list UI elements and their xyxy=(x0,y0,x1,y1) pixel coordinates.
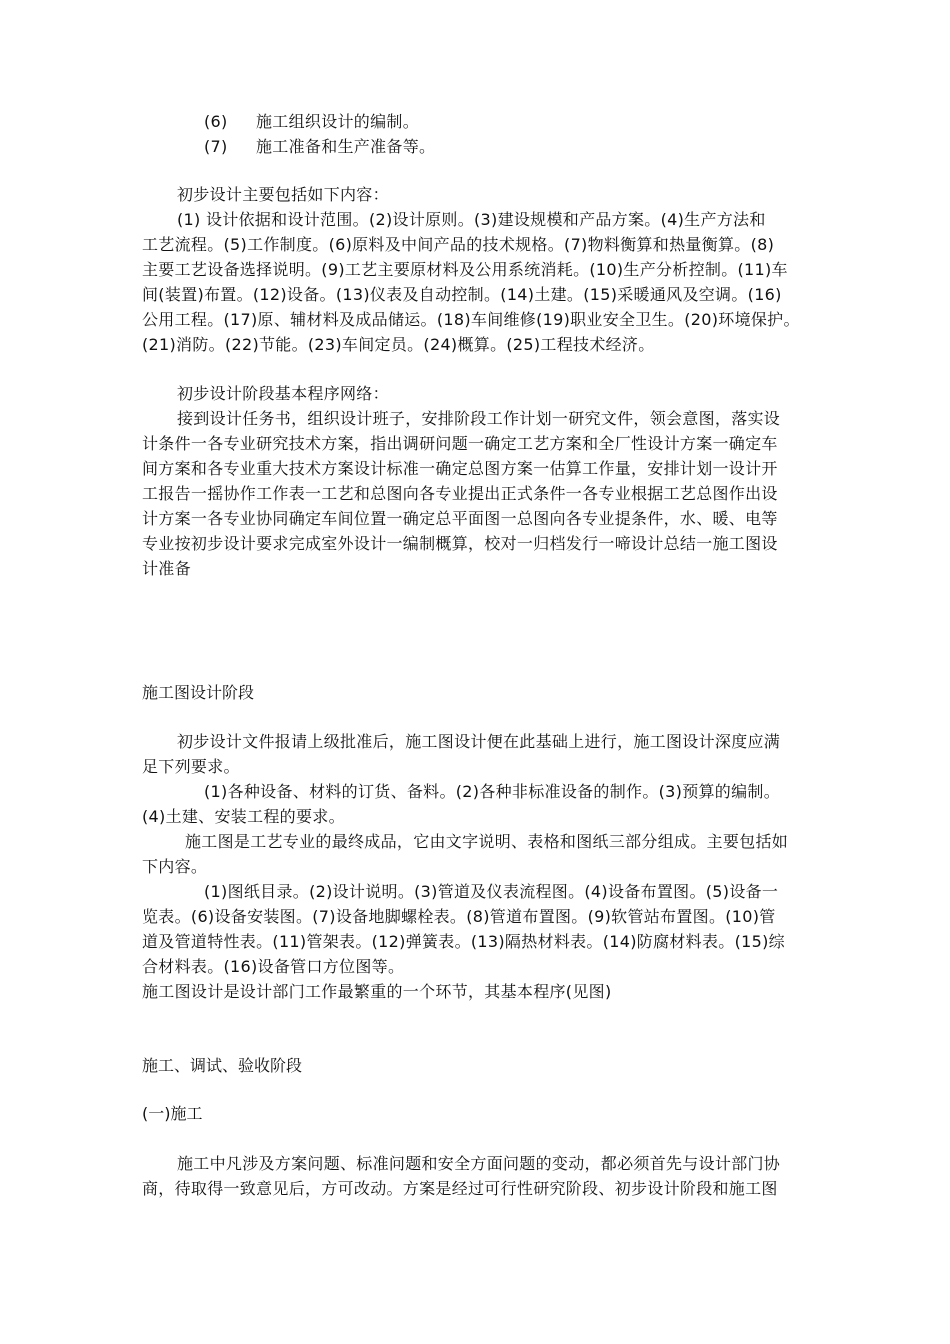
list-item-7 xyxy=(204,134,904,159)
paragraph-line: 施工中凡涉及方案问题、标准问题和安全方面问题的变动，都必须首先与设计部门协 xyxy=(177,1154,781,1173)
prelim-network-line: 专业按初步设计要求完成室外设计一编制概算，校对一归档发行一啼设计总结一施工图设 xyxy=(142,534,778,553)
paragraph-line: 合材料表。(16)设备管口方位图等。 xyxy=(142,957,405,976)
list-text: 施工组织设计的编制。 xyxy=(256,112,420,131)
list-number: (7) xyxy=(204,137,228,156)
prelim-design-line: (21)消防。(22)节能。(23)车间定员。(24)概算。(25)工程技术经济。 xyxy=(142,335,655,354)
paragraph-line: 览表。(6)设备安装图。(7)设备地脚螺栓表。(8)管道布置图。(9)软管站布置图。(10)管 xyxy=(142,907,776,926)
prelim-design-line: 工艺流程。(5)工作制度。(6)原料及中间产品的技术规格。(7)物料衡算和热量衡算。(8) xyxy=(142,235,775,254)
paragraph-line: (1)各种设备、材料的订货、备料。(2)各种非标准设备的制作。(3)预算的编制。 xyxy=(204,782,780,801)
paragraph-line: 施工图是工艺专业的最终成品，它由文字说明、表格和图纸三部分组成。主要包括如 xyxy=(185,832,789,851)
prelim-network-line: 计准备 xyxy=(142,559,191,578)
list-text: 施工准备和生产准备等。 xyxy=(256,137,436,156)
prelim-design-line: (1) 设计依据和设计范围。(2)设计原则。(3)建设规模和产品方案。(4)生产方法和 xyxy=(177,210,766,229)
subsection-heading: (一)施工 xyxy=(142,1104,203,1123)
paragraph-line: (4)土建、安装工程的要求。 xyxy=(142,807,345,826)
paragraph-line: 施工图设计是设计部门工作最繁重的一个环节，其基本程序(见图) xyxy=(142,982,612,1001)
prelim-network-line: 间方案和各专业重大技术方案设计标准一确定总图方案一估算工作量，安排计划一设计开 xyxy=(142,459,778,478)
prelim-network-line: 计方案一各专业协同确定车间位置一确定总平面图一总图向各专业提条件，水、暖、电等 xyxy=(142,509,778,528)
paragraph-line: 商，待取得一致意见后，方可改动。方案是经过可行性研究阶段、初步设计阶段和施工图 xyxy=(142,1179,778,1198)
paragraph-line: 下内容。 xyxy=(142,857,208,876)
list-item-6 xyxy=(204,109,904,134)
list-number: (6) xyxy=(204,112,228,131)
prelim-design-heading: 初步设计主要包括如下内容： xyxy=(177,185,389,204)
prelim-network-line: 接到设计任务书，组织设计班子，安排阶段工作计划一研究文件，领会意图，落实设 xyxy=(177,409,781,428)
section-heading: 施工、调试、验收阶段 xyxy=(142,1056,303,1075)
prelim-network-heading: 初步设计阶段基本程序网络： xyxy=(177,384,389,403)
prelim-design-line: 公用工程。(17)原、辅材料及成品储运。(18)车间维修(19)职业安全卫生。(20)环境保护。 xyxy=(142,310,800,329)
prelim-design-line: 间(装置)布置。(12)设备。(13)仪表及自动控制。(14)土建。(15)采暖通风及空调。(16) xyxy=(142,285,782,304)
section-heading: 施工图设计阶段 xyxy=(142,683,255,702)
prelim-network-line: 工报告一摇协作工作表一工艺和总图向各专业提出正式条件一各专业根据工艺总图作出设 xyxy=(142,484,778,503)
prelim-design-line: 主要工艺设备选择说明。(9)工艺主要原材料及公用系统消耗。(10)生产分析控制。(11)车 xyxy=(142,260,788,279)
paragraph-line: 足下列要求。 xyxy=(142,757,240,776)
paragraph-line: (1)图纸目录。(2)设计说明。(3)管道及仪表流程图。(4)设备布置图。(5)设备一 xyxy=(204,882,779,901)
prelim-network-line: 计条件一各专业研究技术方案，指出调研问题一确定工艺方案和全厂性设计方案一确定车 xyxy=(142,434,778,453)
paragraph-line: 初步设计文件报请上级批准后，施工图设计便在此基础上进行，施工图设计深度应满 xyxy=(177,732,781,751)
paragraph-line: 道及管道特性表。(11)管架表。(12)弹簧表。(13)隔热材料表。(14)防腐材料表。(15)综 xyxy=(142,932,785,951)
